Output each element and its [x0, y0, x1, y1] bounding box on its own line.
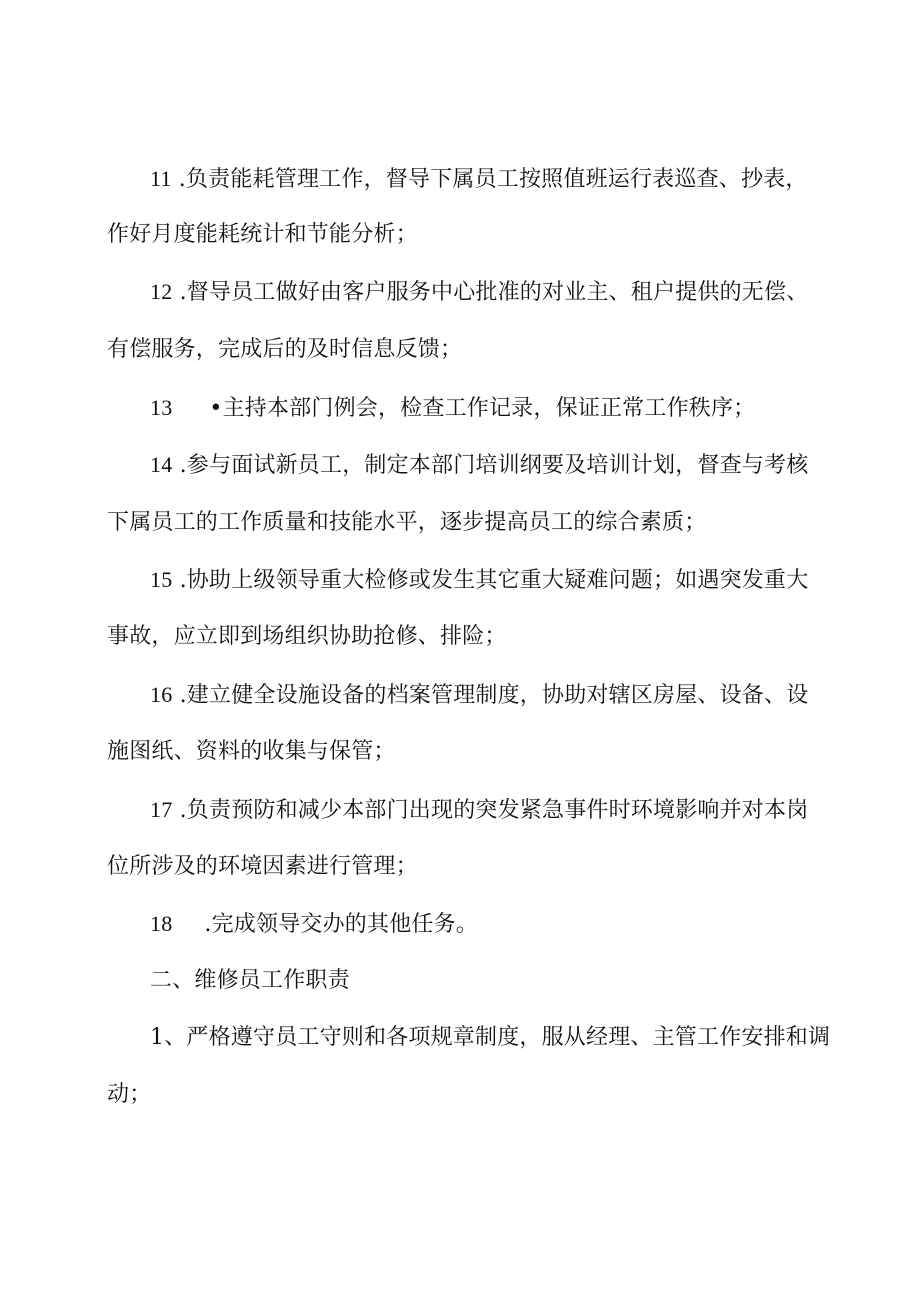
item-17-line-2: 位所涉及的环境因素进行管理；: [107, 854, 418, 879]
item-17-number: 17: [150, 797, 173, 822]
item-17-text: .负责预防和减少本部门出现的突发紧急事件时环境影响并对本岗: [172, 798, 809, 823]
item-11-line-2: 作好月度能耗统计和节能分析；: [107, 222, 418, 247]
item-15-text: .协助上级领导重大检修或发生其它重大疑难问题；如遇突发重大: [172, 568, 809, 593]
item-15-line-2: 事故，应立即到场组织协助抢修、排险；: [107, 624, 507, 649]
item-12-number: 12: [150, 279, 173, 304]
item-11-text: .负责能耗管理工作，督导下属员工按照值班运行表巡查、抄表，: [171, 167, 808, 192]
sub-item-1-line-2: 动；: [107, 1082, 152, 1107]
item-14-line-2: 下属员工的工作质量和技能水平，逐步提高员工的综合素质；: [107, 510, 707, 535]
item-18-number: 18: [150, 911, 173, 936]
item-18-line-1: [150, 909, 478, 940]
item-12-text: .督导员工做好由客户服务中心批准的对业主、租户提供的无偿、: [172, 280, 809, 305]
item-13-number: 13: [150, 395, 173, 420]
item-13-line-1: [150, 393, 755, 424]
item-14-text: .参与面试新员工，制定本部门培训纲要及培训计划，督查与考核: [172, 453, 809, 478]
item-12-line-1: [150, 277, 808, 308]
sub-item-1-line-1: 1、严格遵守员工守则和各项规章制度，服从经理、主管工作安排和调: [150, 1025, 831, 1050]
item-16-line-2: 施图纸、资料的收集与保管；: [107, 739, 396, 764]
item-12-line-2: 有偿服务，完成后的及时信息反馈；: [107, 337, 463, 362]
item-16-number: 16: [150, 682, 173, 707]
item-16-text: .建立健全设施设备的档案管理制度，协助对辖区房屋、设备、设: [172, 683, 809, 708]
item-16-line-1: [150, 680, 808, 711]
item-13-text: •主持本部门例会，检查工作记录，保证正常工作秩序；: [209, 396, 756, 421]
item-14-number: 14: [150, 452, 173, 477]
item-11-number: 11: [150, 166, 172, 191]
item-15-number: 15: [150, 567, 173, 592]
item-11-line-1: [150, 164, 808, 195]
section-heading: 二、维修员工作职责: [150, 968, 350, 993]
item-18-text: .完成领导交办的其他任务。: [204, 912, 479, 937]
item-15-line-1: [150, 565, 808, 596]
item-17-line-1: [150, 795, 808, 826]
item-14-line-1: [150, 450, 808, 481]
